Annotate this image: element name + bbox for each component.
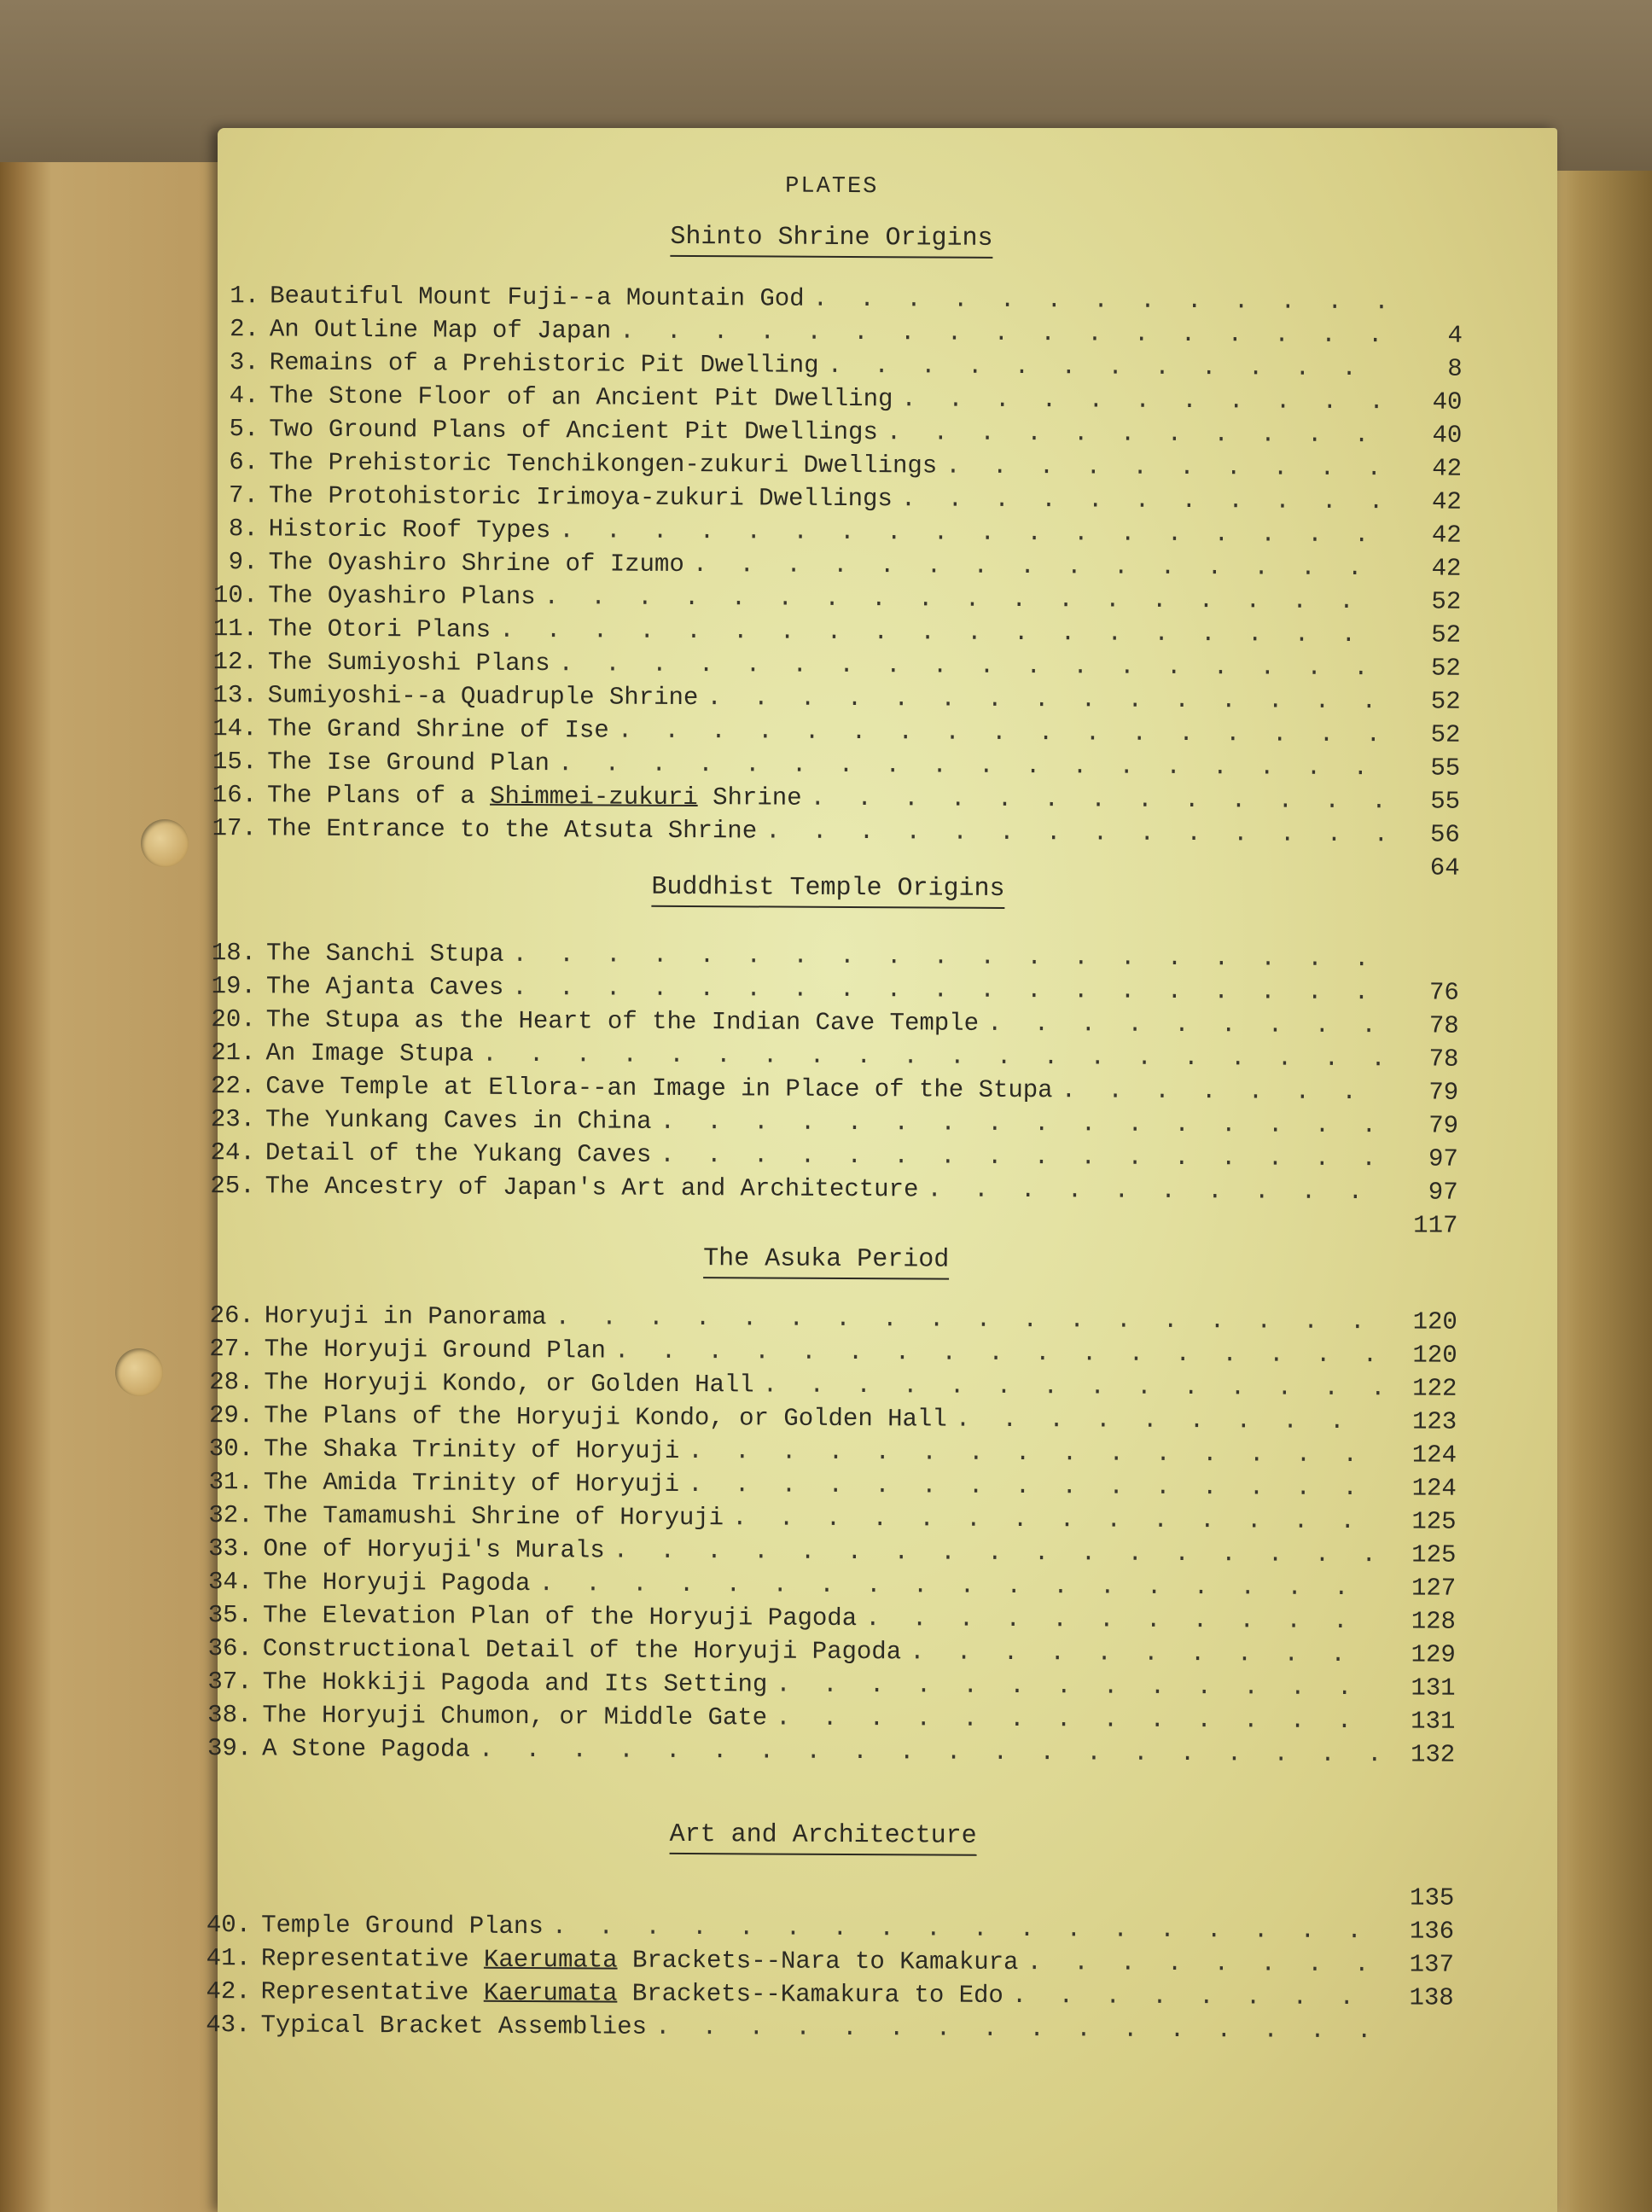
page-number: 135 <box>1410 1883 1455 1912</box>
plate-number: 43. <box>206 2011 251 2040</box>
page-number: 136 <box>1409 1917 1455 1946</box>
plate-title: The Protohistoric Irimoya-zukuri Dwellings <box>268 481 893 514</box>
underlined-term: Shimmei-zukuri <box>490 782 698 812</box>
dot-leader <box>479 1736 1379 1769</box>
dot-leader <box>901 485 1385 515</box>
page-number: 55 <box>1430 787 1461 816</box>
plate-list <box>190 1877 1454 2051</box>
plate-title: The Yunkang Caves in China <box>265 1105 652 1136</box>
plate-title: Cave Temple at Ellora--an Image in Place of the Stupa <box>265 1072 1053 1105</box>
plate-title: Detail of the Yukang Caves <box>265 1138 652 1169</box>
plate-title: Horyuji in Panorama <box>264 1301 547 1332</box>
page-number: 52 <box>1430 720 1461 749</box>
dot-leader <box>555 1303 1381 1336</box>
plate-entry <box>192 1734 1455 1774</box>
plate-number: 22. <box>210 1072 256 1101</box>
plate-title: Historic Roof Types <box>268 515 551 545</box>
plate-number: 19. <box>211 972 256 1001</box>
plate-number: 12. <box>212 648 258 677</box>
plate-number: 31. <box>208 1468 253 1497</box>
page-number: 97 <box>1428 1144 1458 1173</box>
page-number: 52 <box>1431 587 1462 616</box>
dot-leader <box>552 1912 1378 1945</box>
dot-leader <box>945 452 1385 483</box>
plate-title: Beautiful Mount Fuji--a Mountain God <box>270 282 805 313</box>
plate-number: 17. <box>212 814 257 843</box>
plate-title: The Plans of a Shimmei-zukuri Shrine <box>266 781 802 812</box>
dot-leader <box>707 684 1383 715</box>
page-number: 125 <box>1411 1507 1457 1536</box>
plate-number: 13. <box>212 681 258 710</box>
dot-leader <box>1027 1948 1377 1978</box>
dot-leader <box>1012 1982 1377 2011</box>
plate-number: 21. <box>211 1039 256 1068</box>
dot-leader <box>660 1108 1382 1139</box>
plate-list <box>195 939 1459 1245</box>
dot-leader <box>688 1470 1380 1502</box>
dot-leader <box>614 1337 1381 1370</box>
plate-number: 5. <box>229 415 259 444</box>
plate-title: The Stone Floor of an Ancient Pit Dwelling <box>269 381 893 414</box>
page-number: 56 <box>1429 820 1460 849</box>
plate-title: The Entrance to the Atsuta Shrine <box>266 814 758 846</box>
dot-leader <box>544 583 1384 615</box>
dot-leader <box>512 974 1382 1006</box>
plate-title: The Ajanta Caves <box>265 972 504 1002</box>
plate-number: 9. <box>228 548 259 577</box>
dot-leader <box>776 1704 1378 1736</box>
page-number: 132 <box>1410 1740 1456 1769</box>
plate-title: Constructional Detail of the Horyuji Pagoda <box>262 1634 902 1667</box>
plate-title: Representative Kaerumata Brackets--Kamakura to Edo <box>260 1977 1003 2010</box>
page-number: 124 <box>1411 1474 1457 1503</box>
plate-title: The Hokkiji Pagoda and Its Setting <box>262 1668 768 1699</box>
section-heading-text: Shinto Shrine Origins <box>670 223 992 259</box>
underlined-term: Kaerumata <box>483 1945 618 1975</box>
plates-list <box>190 154 1463 2089</box>
plate-number: 34. <box>207 1568 253 1597</box>
plate-number: 18. <box>211 939 257 968</box>
plate-title: The Elevation Plan of the Horyuji Pagoda <box>262 1601 858 1633</box>
punch-hole <box>141 819 189 867</box>
page-number: 40 <box>1432 387 1463 416</box>
dot-leader <box>776 1671 1378 1703</box>
page-number: 64 <box>1429 853 1460 882</box>
dot-leader <box>813 285 1387 317</box>
plate-number: 7. <box>229 481 259 510</box>
plate-number: 32. <box>208 1501 253 1530</box>
page-number: 124 <box>1411 1441 1457 1470</box>
plate-title: An Outline Map of Japan <box>269 315 612 346</box>
plate-number: 41. <box>206 1944 252 1973</box>
page-number: 40 <box>1432 421 1463 450</box>
plate-number: 1. <box>230 282 260 311</box>
page-number: 120 <box>1412 1307 1457 1336</box>
plate-number: 11. <box>212 614 259 643</box>
page-number: 8 <box>1447 354 1463 383</box>
plate-number: 39. <box>206 1734 253 1763</box>
dot-leader <box>763 1371 1381 1402</box>
plate-title: The Plans of the Horyuji Kondo, or Golden Hall <box>264 1401 947 1434</box>
dot-leader <box>910 1638 1379 1668</box>
plate-title: The Oyashiro Shrine of Izumo <box>268 548 684 579</box>
plate-number: 40. <box>206 1911 252 1940</box>
plate-number: 35. <box>207 1601 253 1630</box>
plate-title: A Stone Pagoda <box>262 1734 470 1764</box>
plate-list <box>192 1301 1457 1774</box>
dot-leader <box>810 784 1383 816</box>
plate-title: The Ancestry of Japan's Art and Architecture <box>265 1172 919 1204</box>
page-number: 127 <box>1411 1574 1457 1603</box>
plate-number: 37. <box>207 1668 253 1697</box>
dot-leader <box>499 616 1384 649</box>
page-number: 131 <box>1411 1707 1456 1736</box>
dot-leader <box>660 1141 1382 1173</box>
plate-title: The Horyuji Pagoda <box>263 1568 531 1598</box>
page-number: 120 <box>1412 1341 1457 1370</box>
page-number: 42 <box>1431 521 1462 550</box>
plate-title: The Shaka Trinity of Horyuji <box>263 1435 680 1465</box>
plate-list <box>197 282 1463 888</box>
page-number: 131 <box>1411 1674 1456 1703</box>
page-number: 117 <box>1413 1211 1458 1240</box>
plate-number: 33. <box>208 1534 253 1563</box>
plate-number: 24. <box>210 1138 255 1167</box>
section-heading <box>195 1242 1457 1278</box>
plate-number: 23. <box>210 1105 256 1134</box>
dot-leader <box>901 385 1385 416</box>
plate-title: One of Horyuji's Murals <box>263 1534 605 1565</box>
plate-number: 6. <box>229 448 259 477</box>
dot-leader <box>927 1175 1381 1206</box>
dot-leader <box>688 1437 1380 1469</box>
plate-title: The Otori Plans <box>267 614 492 644</box>
plate-number: 4. <box>229 381 259 410</box>
plate-number: 26. <box>209 1301 254 1330</box>
dot-leader <box>732 1504 1380 1535</box>
dot-leader <box>765 817 1383 848</box>
plate-number: 2. <box>230 315 260 344</box>
page-number: 78 <box>1428 1011 1459 1040</box>
page-number: 76 <box>1428 978 1459 1007</box>
dot-leader <box>987 1010 1382 1039</box>
plate-number: 15. <box>212 748 258 777</box>
plate-number: 42. <box>206 1977 251 2006</box>
plate-number: 30. <box>208 1435 254 1464</box>
dot-leader <box>538 1569 1379 1602</box>
plate-number: 16. <box>212 781 258 810</box>
plate-number: 36. <box>207 1634 253 1663</box>
page-number: 79 <box>1428 1078 1459 1107</box>
plate-title: The Amida Trinity of Horyuji <box>263 1468 680 1499</box>
plate-title: Two Ground Plans of Ancient Pit Dwellings <box>269 415 878 447</box>
dot-leader <box>828 352 1386 382</box>
plate-title: The Horyuji Chumon, or Middle Gate <box>262 1701 768 1732</box>
plate-title: The Prehistoric Tenchikongen-zukuri Dwellings <box>269 448 938 480</box>
page-number: 4 <box>1447 321 1463 350</box>
dot-leader <box>614 1537 1380 1569</box>
page-number: 55 <box>1430 754 1461 783</box>
plate-title: The Sumiyoshi Plans <box>267 648 550 678</box>
page-number: 123 <box>1411 1407 1457 1436</box>
plate-number: 38. <box>207 1701 253 1730</box>
plate-number: 10. <box>212 581 259 610</box>
page-number: 52 <box>1430 687 1461 716</box>
dot-leader <box>558 749 1384 782</box>
plate-number: 3. <box>229 348 259 377</box>
dot-leader <box>956 1406 1381 1436</box>
plate-title: The Ise Ground Plan <box>267 748 550 778</box>
page-number: 138 <box>1409 1983 1454 2012</box>
plate-title: The Grand Shrine of Ise <box>267 714 609 745</box>
dot-leader <box>887 418 1386 449</box>
dot-leader <box>558 649 1384 682</box>
page-number: 137 <box>1409 1950 1454 1979</box>
dot-leader <box>512 940 1382 973</box>
plate-title: An Image Stupa <box>265 1039 474 1068</box>
page-number: 128 <box>1411 1607 1457 1636</box>
page-number: 42 <box>1431 554 1462 583</box>
dot-leader <box>620 317 1386 350</box>
plate-title: Temple Ground Plans <box>261 1911 544 1941</box>
dot-leader <box>655 2013 1377 2045</box>
plate-title: The Horyuji Kondo, or Golden Hall <box>264 1368 754 1400</box>
page-number: 42 <box>1431 487 1462 516</box>
dot-leader <box>693 550 1385 582</box>
plate-number: 25. <box>210 1172 255 1201</box>
plate-number: 29. <box>208 1401 254 1430</box>
page-number: 52 <box>1431 620 1462 649</box>
dot-leader <box>482 1040 1382 1074</box>
plate-number: 27. <box>209 1335 254 1364</box>
section-heading <box>196 870 1459 906</box>
plate-number: 28. <box>209 1368 254 1397</box>
plate-title: The Tamamushi Shrine of Horyuji <box>263 1501 724 1533</box>
plate-title: The Oyashiro Plans <box>268 581 536 612</box>
plate-title: The Stupa as the Heart of the Indian Cave Temple <box>265 1005 980 1038</box>
section-heading-text: Art and Architecture <box>670 1820 977 1856</box>
page-number: 42 <box>1432 454 1463 483</box>
dot-leader <box>1062 1076 1382 1106</box>
section-heading <box>200 220 1463 256</box>
dot-leader <box>865 1604 1379 1635</box>
page-number: 52 <box>1430 654 1461 683</box>
page-title: PLATES <box>785 173 879 201</box>
page-number: 97 <box>1428 1178 1458 1207</box>
page-number: 129 <box>1411 1640 1456 1669</box>
plate-number: 8. <box>228 515 259 544</box>
plate-title: Sumiyoshi--a Quadruple Shrine <box>267 681 699 713</box>
section-heading-text: Buddhist Temple Origins <box>651 873 1004 909</box>
dot-leader <box>618 717 1384 749</box>
section-heading <box>192 1818 1455 1854</box>
section-heading-text: The Asuka Period <box>703 1244 949 1280</box>
plate-title: The Horyuji Ground Plan <box>264 1335 607 1365</box>
plate-title: Typical Bracket Assemblies <box>260 2011 648 2041</box>
plate-title: Remains of a Prehistoric Pit Dwelling <box>269 348 819 380</box>
page-number: 122 <box>1412 1374 1457 1403</box>
plate-entry <box>190 2011 1453 2051</box>
dot-leader <box>559 516 1385 549</box>
plate-title: Representative Kaerumata Brackets--Nara to Kamakura <box>260 1944 1019 1977</box>
page-number: 78 <box>1428 1045 1459 1074</box>
page-number: 125 <box>1411 1540 1457 1569</box>
plate-number: 20. <box>211 1005 256 1034</box>
plate-number: 14. <box>212 714 258 743</box>
page-number: 79 <box>1428 1111 1459 1140</box>
punch-hole <box>115 1348 163 1396</box>
underlined-term: Kaerumata <box>483 1978 618 2008</box>
plate-entry <box>195 1205 1457 1245</box>
plate-title: The Sanchi Stupa <box>266 939 504 969</box>
